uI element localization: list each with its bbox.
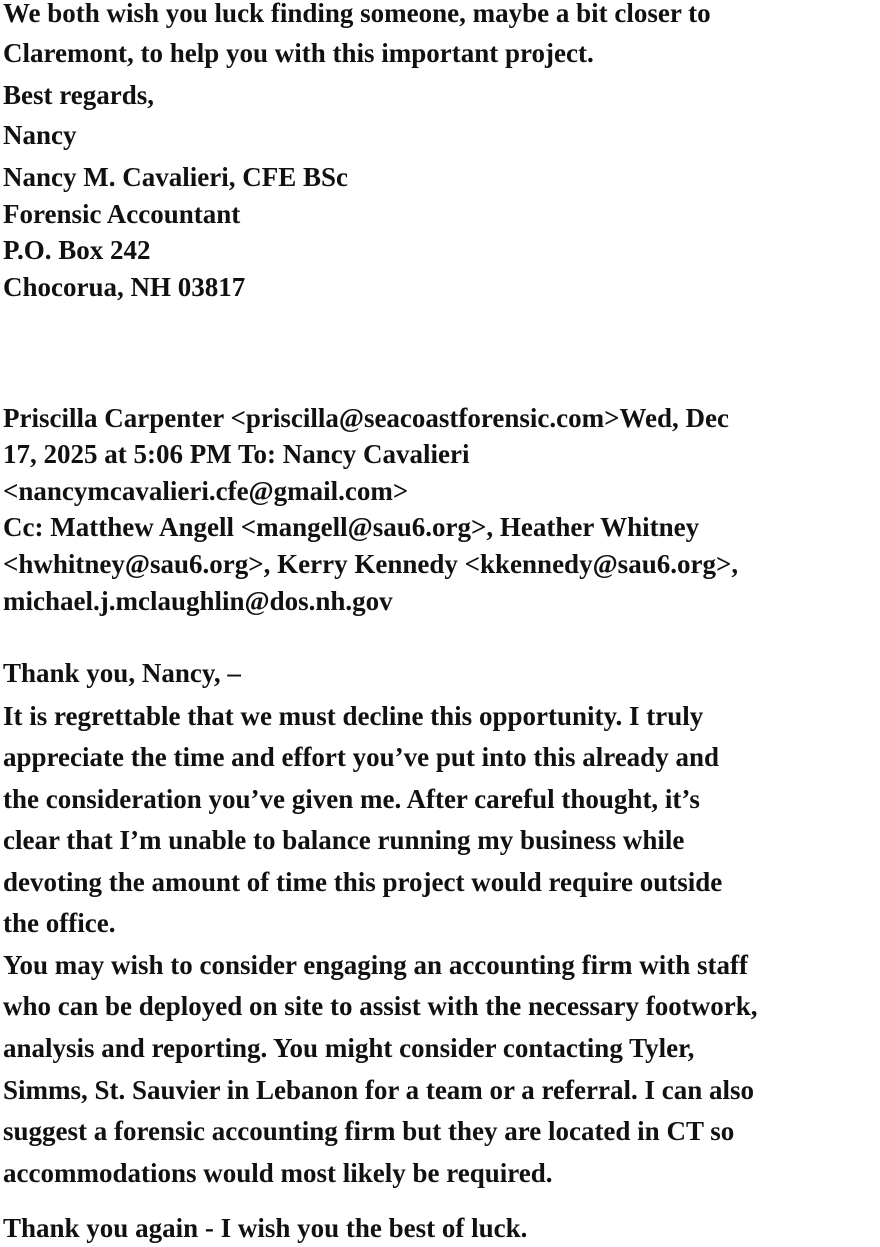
signature-title: Forensic Accountant — [3, 199, 241, 229]
first-email-closing: Best regards, — [3, 80, 154, 110]
paragraph-2-line-5: suggest a forensic accounting firm but they are located in CT so — [3, 1116, 735, 1146]
email-closing: Thank you again - I wish you the best of luck. — [3, 1213, 528, 1243]
email-header-line-4: Cc: Matthew Angell <mangell@sau6.org>, Heather Whitney — [3, 512, 700, 542]
email-header-line-1: Priscilla Carpenter <priscilla@seacoastforensic.com>Wed, Dec — [3, 403, 729, 433]
first-email-signoff-name: Nancy — [3, 120, 77, 150]
first-email-body-line-2: Claremont, to help you with this important project. — [3, 38, 594, 68]
first-email-body-line-1: We both wish you luck finding someone, maybe a bit closer to — [3, 0, 711, 28]
paragraph-1-line-6: the office. — [3, 908, 116, 938]
email-header-line-3: <nancymcavalieri.cfe@gmail.com> — [3, 476, 409, 506]
paragraph-1-line-2: appreciate the time and effort you’ve put into this already and — [3, 742, 719, 772]
paragraph-2-line-4: Simms, St. Sauvier in Lebanon for a team or a referral. I can also — [3, 1075, 754, 1105]
paragraph-2-line-3: analysis and reporting. You might consider contacting Tyler, — [3, 1033, 695, 1063]
paragraph-1-line-3: the consideration you’ve given me. After careful thought, it’s — [3, 784, 700, 814]
paragraph-1-line-5: devoting the amount of time this project would require outside — [3, 867, 723, 897]
email-header-line-2: 17, 2025 at 5:06 PM To: Nancy Cavalieri — [3, 439, 470, 469]
paragraph-2-line-1: You may wish to consider engaging an accounting firm with staff — [3, 950, 749, 980]
email-greeting: Thank you, Nancy, – — [3, 658, 241, 688]
signature-full-name: Nancy M. Cavalieri, CFE BSc — [3, 162, 348, 192]
paragraph-2-line-2: who can be deployed on site to assist with the necessary footwork, — [3, 991, 758, 1021]
email-header-line-6: michael.j.mclaughlin@dos.nh.gov — [3, 586, 393, 616]
paragraph-2-line-6: accommodations would most likely be required. — [3, 1158, 553, 1188]
email-header-line-5: <hwhitney@sau6.org>, Kerry Kennedy <kkennedy@sau6.org>, — [3, 549, 739, 579]
signature-address-line-2: Chocorua, NH 03817 — [3, 272, 246, 302]
signature-address-line-1: P.O. Box 242 — [3, 235, 151, 265]
paragraph-1-line-4: clear that I’m unable to balance running my business while — [3, 825, 685, 855]
paragraph-1-line-1: It is regrettable that we must decline this opportunity. I truly — [3, 701, 704, 731]
